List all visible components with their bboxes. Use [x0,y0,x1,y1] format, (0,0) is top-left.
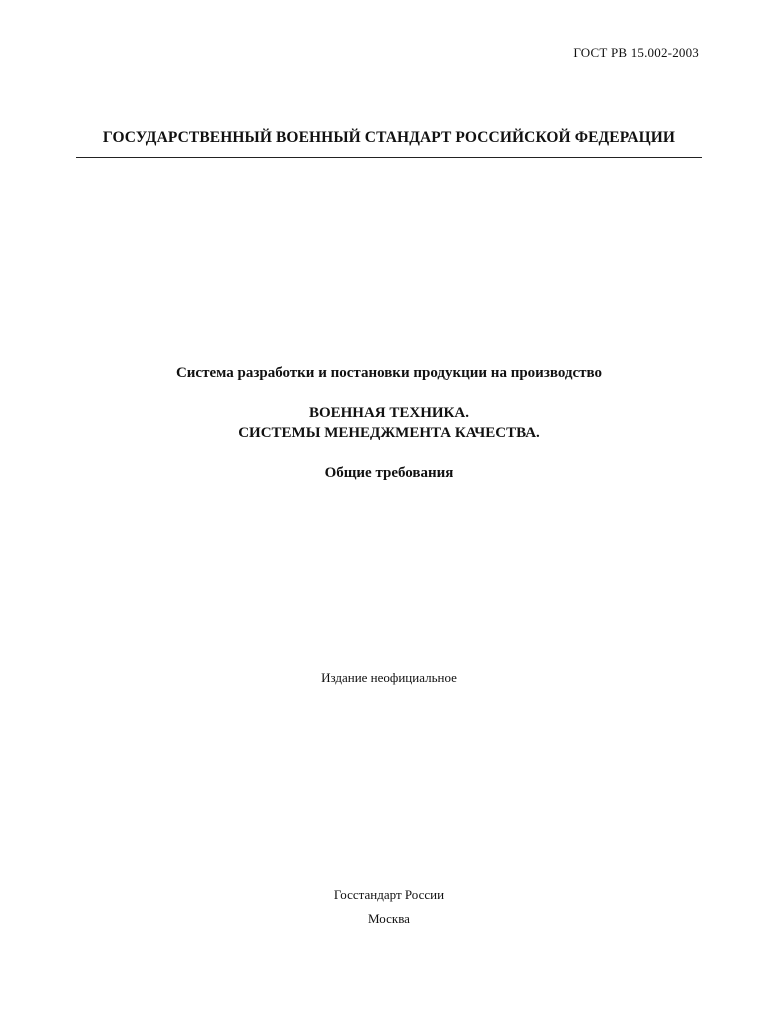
standard-header: ГОСУДАРСТВЕННЫЙ ВОЕННЫЙ СТАНДАРТ РОССИЙСКОЙ ФЕДЕРАЦИИ [102,129,676,146]
header-divider [76,157,702,158]
edition-note: Издание неофициальное [321,670,457,685]
main-title-line-1: ВОЕННАЯ ТЕХНИКА. [308,405,470,421]
publisher: Госстандарт России [333,887,445,902]
document-code: ГОСТ РВ 15.002-2003 [573,45,699,60]
series-title: Система разработки и постановки продукции на производство [175,365,603,381]
publication-city: Москва [368,911,410,926]
document-subtitle: Общие требования [324,465,454,481]
main-title [0,403,768,443]
main-title-line-2: СИСТЕМЫ МЕНЕДЖМЕНТА КАЧЕСТВА. [238,425,540,441]
